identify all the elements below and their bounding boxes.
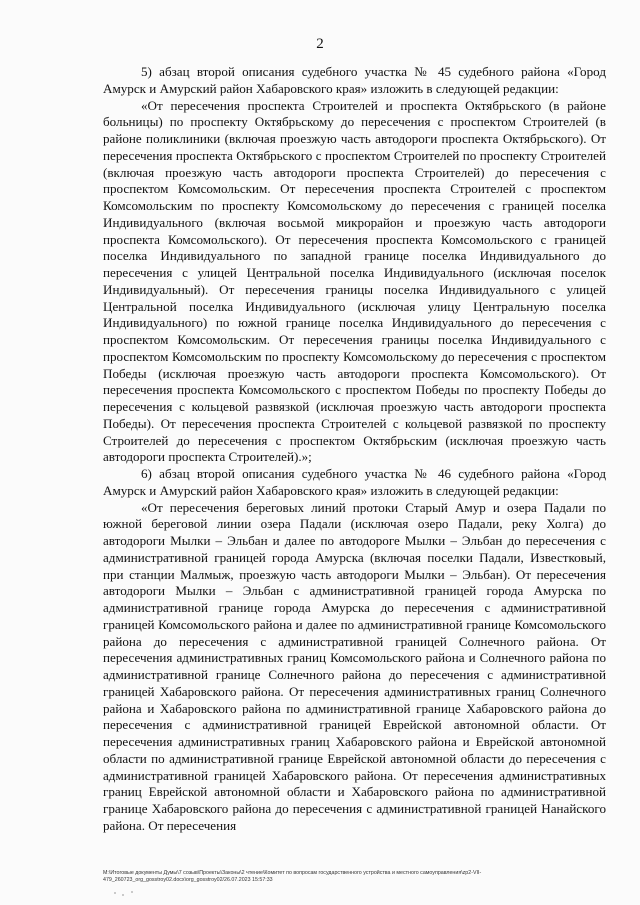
- paragraph-district-46-description: «От пересечения береговых линий протоки Старый Амур и озера Падали по южной береговой линии озера Падали (исключая озеро Падали, реку Холга) до автодороги Мылки – Эльбан и далее по автодороге Мылки – Эльбан до пересечения с административной границей города Амурска (включая поселки Падали, Известковый, при станции Малмыж, проезжую часть автодороги Мылки – Эльбан). От пересечения автодороги Мылки – Эльбан с административной границей города Амурска по административной границе города Амурска до пересечения с административной границей Комсомольского района и далее по административной границе Комсомольского района до пересечения с административной границей Солнечного района. От пересечения административных границ Комсомольского района и Солнечного района по административной границе Солнечного района до пересечения с административной границей Хабаровского района. От пересечения административных границ Солнечного района и Хабаровского района по административной границе Хабаровского района до пересечения с административной границей Еврейской автономной области. От пересечения административных границ Хабаровского района и Еврейской автономной области по административной границе Еврейской автономной области до пересечения с административной границей Хабаровского района. От пересечения административных границ Еврейской автономной области и Хабаровского района по административной границе Хабаровского района до пересечения с административной границей Нанайского района. От пересечения: [103, 499, 606, 833]
- paragraph-item-5: 5) абзац второй описания судебного участка № 45 судебного района «Город Амурск и Амурский район Хабаровского края» изложить в следующей редакции:: [103, 64, 606, 96]
- page-number: 2: [316, 36, 324, 52]
- paragraph-item-6: 6) абзац второй описания судебного участка № 46 судебного района «Город Амурск и Амурский район Хабаровского края» изложить в следующей редакции:: [103, 466, 606, 498]
- paragraph-district-45-description: «От пересечения проспекта Строителей и проспекта Октябрьского (в районе больницы) по проспекту Октябрьскому до пересечения с проспектом Строителей (в районе поликлиники (включая проезжую часть автодороги проспекта Октябрьского). От пересечения проспекта Октябрьского с проспектом Строителей по проспекту Строителей (включая проезжую часть автодороги проспекта Строителей) до пересечения с проспектом Комсомольским. От пересечения проспекта Строителей с проспектом Комсомольским по проспекту Комсомольскому до пересечения с границей поселка Индивидуального (включая восьмой микрорайон и проезжую часть автодороги проспекта Комсомольского). От пересечения проспекта Комсомольского с границей поселка Индивидуального по западной границе поселка Индивидуального до пересечения с улицей Центральной поселка Индивидуального (исключая поселок Индивидуальный). От пересечения границы поселка Индивидуального с улицей Центральной поселка Индивидуального (исключая улицу Центральную поселка Индивидуального) по южной границе поселка Индивидуального до пересечения с проспектом Комсомольским. От пересечения границы поселка Индивидуального с проспектом Комсомольским по проспекту Комсомольскому до пересечения с проспектом Победы (исключая проезжую часть автодороги проспекта Комсомольского). От пересечения проспекта Комсомольского с проспектом Победы по проспекту Победы до пересечения с кольцевой развязкой (исключая проезжую часть автодороги проспекта Победы). От пересечения проспекта Строителей с кольцевой развязкой по проспекту Строителей до пересечения с проспектом Октябрьским (исключая проезжую часть автодороги проспекта Строителей).»;: [103, 97, 606, 465]
- scan-speck: [122, 894, 124, 896]
- scan-speck: [114, 892, 116, 894]
- file-path-footer: M:\Итоговые документы Думы\7 созыв\Проекты\Законы\2 чтение\Комитет по вопросам государственного устройства и местного самоуправления\zp2-VII-479_260723_org_gosstroy02.docx\org_gosstroy02/26.07.2023 15:57:33: [103, 870, 482, 884]
- scan-speck: [131, 891, 133, 893]
- document-body: [103, 64, 606, 835]
